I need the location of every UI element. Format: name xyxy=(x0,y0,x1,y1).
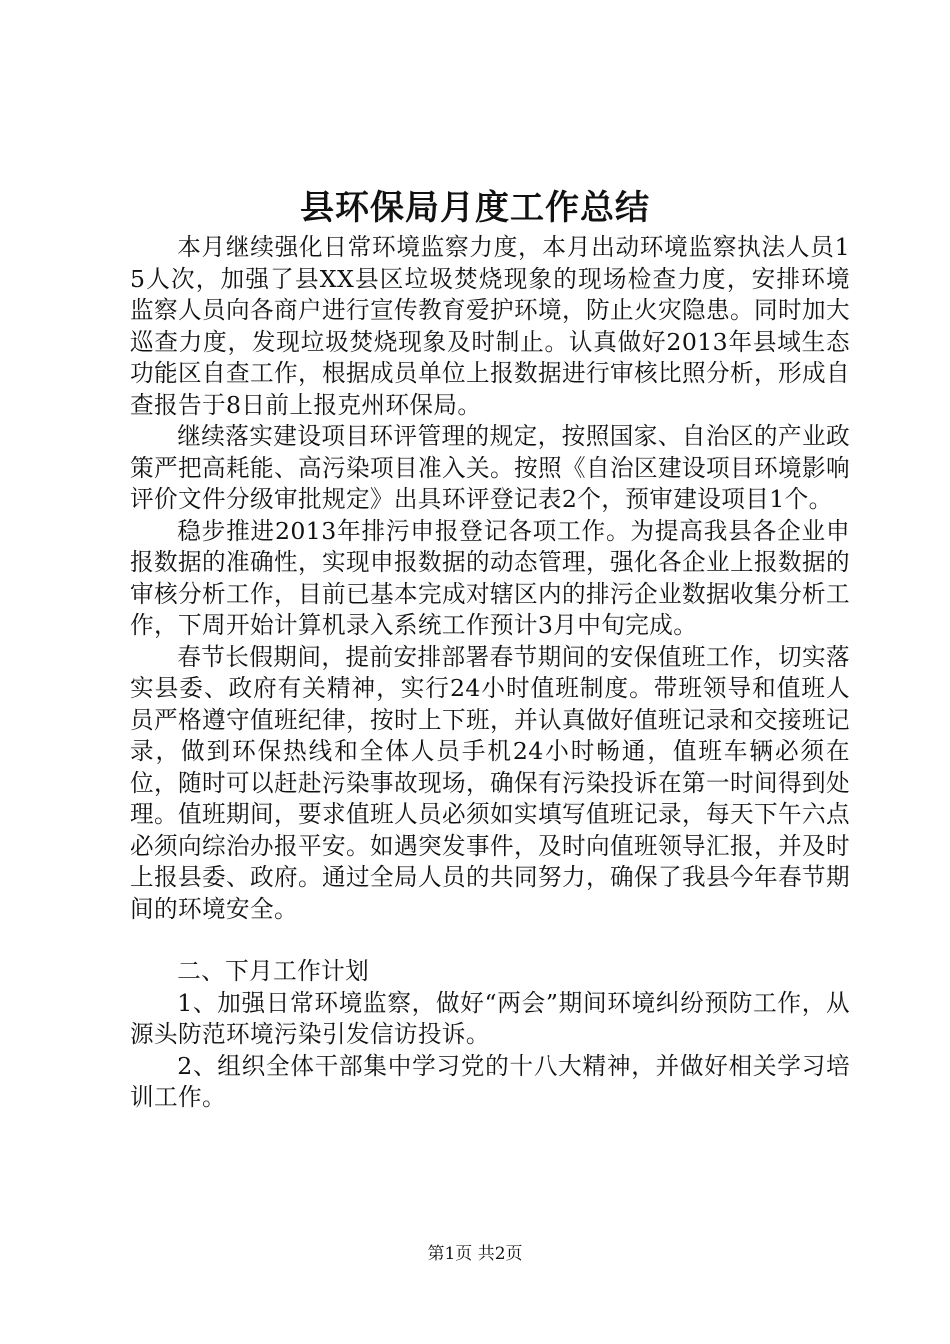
plan-item-2: 2、组织全体干部集中学习党的十八大精神，并做好相关学习培训工作。 xyxy=(130,1051,850,1111)
document-title: 县环保局月度工作总结 xyxy=(300,188,650,228)
page-number: 第1页 共2页 xyxy=(427,1244,523,1264)
paragraph-pollution-registration: 稳步推进2013年排污申报登记各项工作。为提高我县各企业申报数据的准确性，实现申报数据的动态管理，强化各企业上报数据的审核分析工作，目前已基本完成对辖区内的排污企业数据收集分析工作，下周开始计算机录入系统工作预计3月中旬完成。 xyxy=(130,516,850,639)
paragraph-eia: 继续落实建设项目环评管理的规定，按照国家、自治区的产业政策严把高耗能、高污染项目准入关。按照《自治区建设项目环境影响评价文件分级审批规定》出具环评登记表2个，预审建设项目1个。 xyxy=(130,422,850,513)
paragraph-holiday-duty: 春节长假期间，提前安排部署春节期间的安保值班工作，切实落实县委、政府有关精神，实行24小时值班制度。带班领导和值班人员严格遵守值班纪律，按时上下班，并认真做好值班记录和交接班记录，做到环保热线和全体人员手机24小时畅通，值班车辆必须在位，随时可以赶赴污染事故现场，确保有污染投诉在第一时间得到处理。值班期间，要求值班人员必须如实填写值班记录，每天下午六点必须向综治办报平安。如遇突发事件，及时向值班领导汇报，并及时上报县委、政府。通过全局人员的共同努力，确保了我县今年春节期间的环境安全。 xyxy=(130,642,850,923)
document-body xyxy=(130,232,850,1114)
plan-item-1: 1、加强日常环境监察，做好“两会”期间环境纠纷预防工作，从源头防范环境污染引发信访投诉。 xyxy=(130,988,850,1048)
plan-heading: 二、下月工作计划 xyxy=(177,957,370,985)
paragraph-monitoring: 本月继续强化日常环境监察力度，本月出动环境监察执法人员15人次，加强了县XX县区垃圾焚烧现象的现场检查力度，安排环境监察人员向各商户进行宣传教育爱护环境，防止火灾隐患。同时加大巡查力度，发现垃圾焚烧现象及时制止。认真做好2013年县域生态功能区自查工作，根据成员单位上报数据进行审核比照分析，形成自查报告于8日前上报克州环保局。 xyxy=(130,233,850,419)
